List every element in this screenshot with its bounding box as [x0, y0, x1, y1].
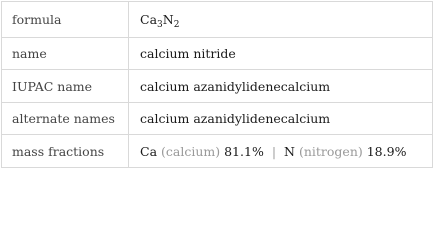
name-value: calcium nitride — [129, 37, 433, 70]
formula-element-n: N — [162, 11, 174, 27]
row-label: name — [2, 37, 129, 70]
fraction-percent-n: 18.9% — [366, 143, 407, 159]
formula-element-ca: Ca — [140, 11, 158, 27]
row-label: mass fractions — [2, 135, 129, 168]
table-row-alternate-names — [2, 102, 433, 135]
fraction-symbol-n: N — [284, 143, 295, 159]
table-row-name — [2, 37, 433, 70]
fraction-symbol-ca: Ca — [140, 143, 158, 159]
formula-subscript-n: 2 — [173, 19, 180, 30]
alternate-names-value: calcium azanidylidenecalcium — [129, 102, 433, 135]
properties-table — [1, 1, 433, 168]
row-label: formula — [2, 2, 129, 38]
fraction-name-n: (nitrogen) — [298, 143, 363, 159]
formula-subscript-ca: 3 — [157, 19, 163, 30]
iupac-name-value: calcium azanidylidenecalcium — [129, 70, 433, 103]
table-row-mass-fractions — [2, 135, 433, 168]
mass-fractions-value — [129, 135, 433, 168]
fraction-name-ca: (calcium) — [161, 143, 221, 159]
formula-value — [129, 2, 433, 38]
fraction-separator: | — [271, 143, 277, 159]
row-label: IUPAC name — [2, 70, 129, 103]
fraction-percent-ca: 81.1% — [224, 143, 264, 159]
row-label: alternate names — [2, 102, 129, 135]
table-row-formula — [2, 2, 433, 38]
table-row-iupac-name — [2, 70, 433, 103]
